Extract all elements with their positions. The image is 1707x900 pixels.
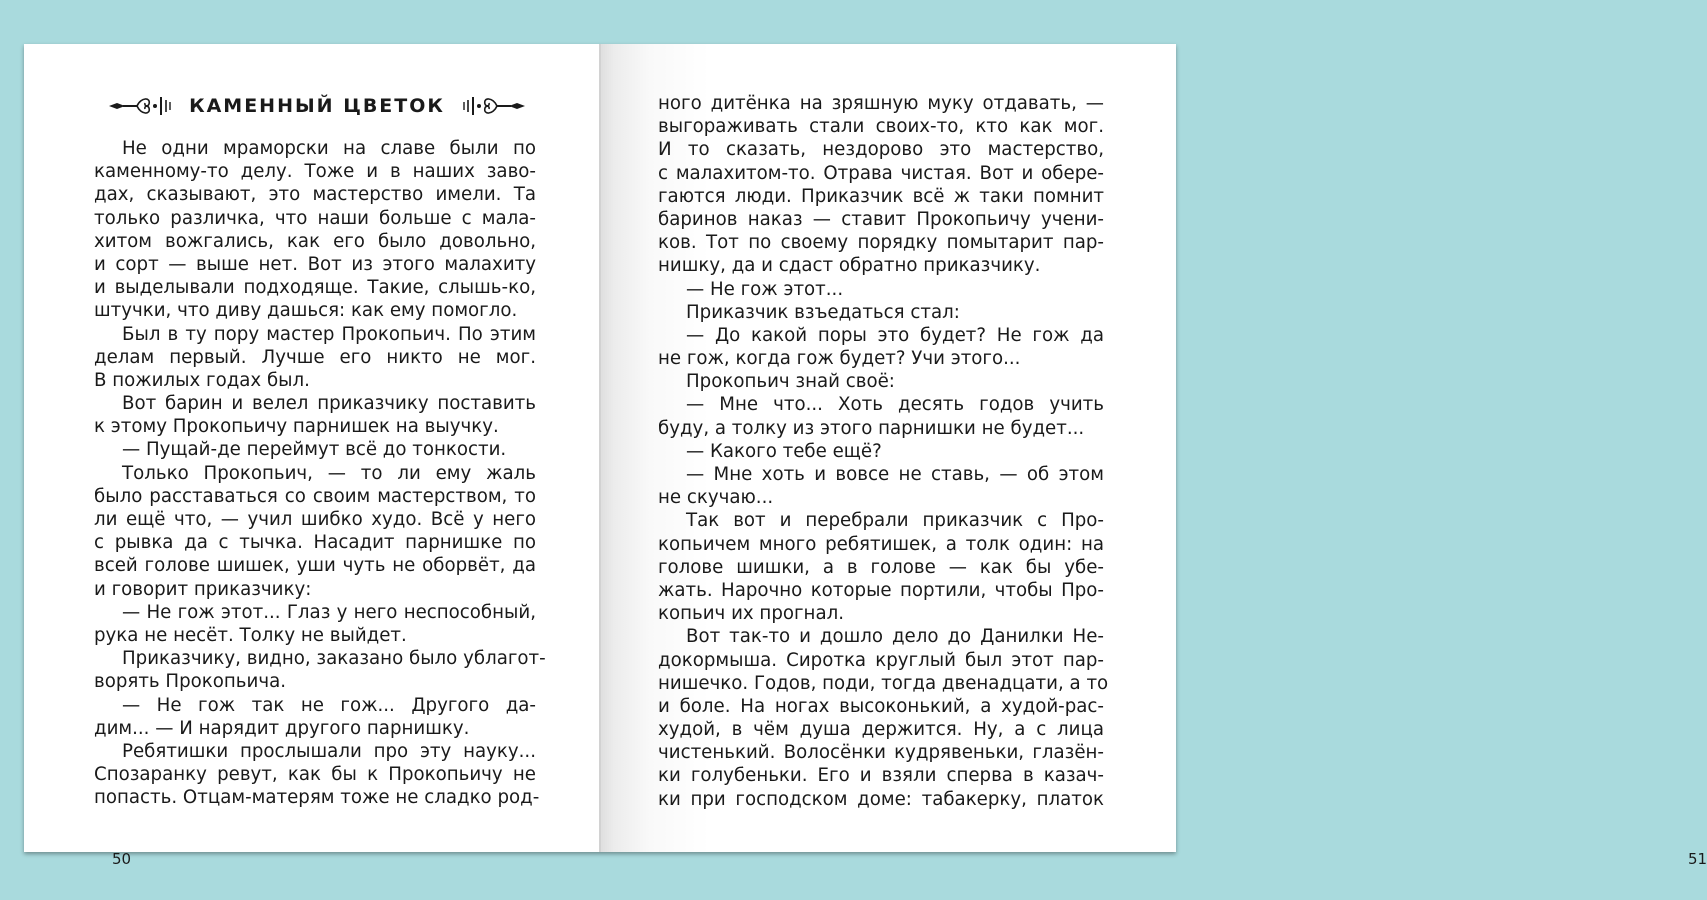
text-line: В пожилых годах был.: [94, 369, 310, 391]
right-page-text: [658, 92, 1109, 811]
text-line: жать. Нарочно которые портили, чтобы Про-: [658, 579, 1104, 601]
text-line: дах, сказывают, это мастерство имели. Та: [94, 184, 536, 206]
right-page-number: 51: [1688, 850, 1707, 868]
text-line: — Мне что... Хоть десять годов учить: [686, 394, 1104, 416]
text-line: ворять Прокопьича.: [94, 671, 286, 693]
text-line: всей голове шишек, уши чуть не оборвёт, да: [94, 555, 536, 577]
text-line: — Пущай-де переймут всё до тонкости.: [122, 439, 507, 461]
book-gutter: [599, 44, 601, 852]
text-line: нишку, да и сдаст обратно приказчику.: [658, 255, 1041, 277]
text-line: Приказчик взъедаться стал:: [686, 301, 960, 323]
text-line: — Не гож этот...: [686, 278, 844, 300]
left-page: [24, 44, 600, 868]
left-ornament-icon: [107, 93, 173, 119]
text-line: Приказчику, видно, заказано было ублагот-: [122, 648, 546, 670]
chapter-heading: [94, 88, 540, 124]
text-line: ки голубеньки. Его и взяли сперва в казач-: [658, 765, 1104, 787]
text-line: ного дитёнка на зряшную муку отдавать, —: [658, 93, 1104, 114]
text-line: рука не несёт. Толку не выйдет.: [94, 624, 407, 646]
text-line: штучки, что диву дашься: как ему помогло.: [94, 300, 518, 322]
text-line: Только Прокопьич, — то ли ему жаль: [122, 462, 536, 484]
text-line: к этому Прокопьичу парнишек на выучку.: [94, 416, 499, 438]
text-line: копьичем много ребятишек, а толк один: на: [658, 533, 1104, 555]
text-line: худой, в чём душа держится. Ну, а с лица: [658, 719, 1104, 741]
text-line: чистенький. Волосёнки кудрявеньки, глазён-: [658, 742, 1104, 764]
text-line: ли ещё что, — учил шибко худо. Всё у него: [94, 509, 536, 530]
left-page-number: 50: [112, 850, 132, 868]
text-line: голове шишки, а в голове — как бы убе-: [658, 556, 1104, 578]
text-line: не гож, когда гож будет? Учи этого...: [658, 348, 1021, 370]
book-spread: [24, 44, 1707, 868]
text-line: каменному-то делу. Тоже и в наших заво-: [94, 161, 536, 183]
text-line: — Мне хоть и вовсе не ставь, — об этом: [686, 464, 1104, 485]
text-line: и боле. На ногах высоконький, а худой-рас-: [658, 695, 1104, 717]
text-line: баринов наказ — ставит Прокопьичу учени-: [658, 208, 1104, 230]
text-line: ков. Тот по своему порядку помытарит пар-: [658, 232, 1104, 254]
text-line: попасть. Отцам-матерям тоже не сладко род-: [94, 787, 540, 809]
text-line: — Не гож этот... Глаз у него неспособный,: [122, 601, 536, 623]
text-line: с малахитом-то. Отрава чистая. Вот и обере-: [658, 162, 1104, 184]
text-line: было расставаться со своим мастерством, то: [94, 485, 536, 507]
text-line: Так вот и перебрали приказчик с Про-: [686, 510, 1104, 532]
text-line: не скучаю...: [658, 487, 774, 509]
text-line: — Не гож так не гож... Другого да-: [122, 694, 536, 716]
text-line: хитом вожгались, как его было довольно,: [94, 230, 536, 252]
text-line: нишечко. Годов, поди, тогда двенадцати, а то: [658, 672, 1109, 694]
text-line: гаются люди. Приказчик всё ж таки помнит: [658, 185, 1104, 207]
text-line: — До какой поры это будет? Не гож да: [686, 324, 1104, 346]
text-line: Вот барин и велел приказчику поставить: [122, 393, 536, 415]
text-line: дим... — И нарядит другого парнишку.: [94, 717, 470, 739]
text-line: выгораживать стали своих-то, кто как мог.: [658, 116, 1104, 138]
left-page-text: [94, 137, 546, 809]
text-line: Был в ту пору мастер Прокопьич. По этим: [122, 323, 536, 345]
text-line: копьич их прогнал.: [658, 603, 844, 625]
text-line: и сорт — выше нет. Вот из этого малахиту: [94, 253, 536, 275]
chapter-title: КАМЕННЫЙ ЦВЕТОК: [189, 95, 445, 117]
text-line: Не одни мраморски на славе были по: [122, 138, 536, 159]
text-line: ки при господском доме: табакерку, платок: [658, 788, 1104, 810]
text-line: Вот так-то и дошло дело до Данилки Не-: [686, 626, 1104, 648]
text-line: Прокопьич знай своё:: [686, 371, 895, 393]
text-line: делам первый. Лучше его никто не мог.: [94, 346, 536, 368]
text-line: И то сказать, нездорово это мастерство,: [658, 139, 1104, 161]
text-line: — Какого тебе ещё?: [686, 440, 882, 462]
text-line: Ребятишки прослышали про эту науку...: [122, 740, 536, 762]
text-line: и говорит приказчику:: [94, 578, 312, 600]
text-line: и выделывали подходяще. Такие, слышь-ко,: [94, 277, 536, 299]
text-line: буду, а толку из этого парнишки не будет...: [658, 417, 1085, 439]
text-line: докормыша. Сиротка круглый был этот пар-: [658, 649, 1104, 671]
text-line: Спозаранку ревут, как бы к Прокопьичу не: [94, 764, 536, 786]
right-ornament-icon: [461, 93, 527, 119]
text-line: с рывка да с тычка. Насадит парнишке по: [94, 532, 536, 554]
text-line: только различка, что наши больше с мала-: [94, 207, 536, 229]
